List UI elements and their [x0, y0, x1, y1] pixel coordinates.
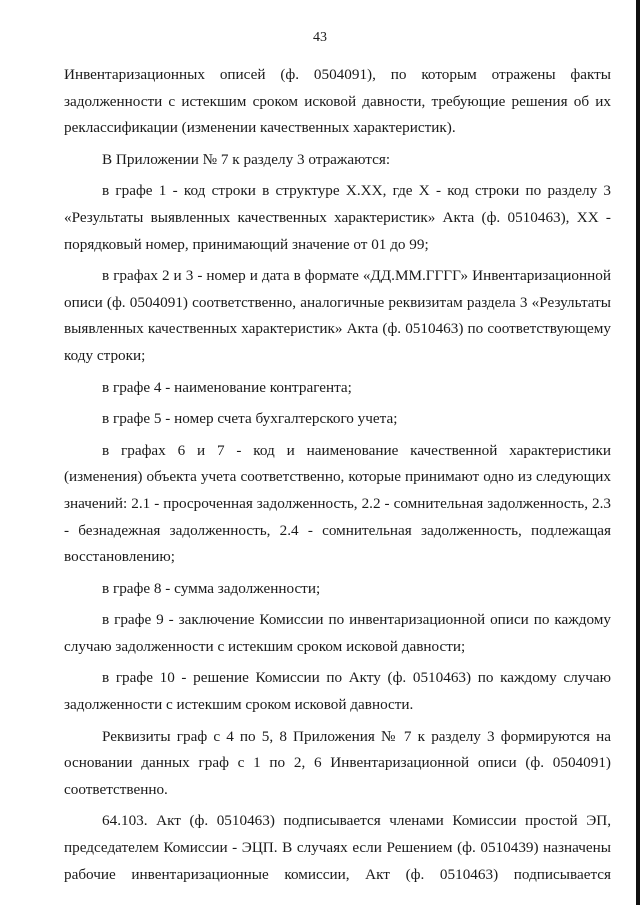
paragraph: 64.103. Акт (ф. 0510463) подписывается членами Комиссии простой ЭП, председателем Комиссии - ЭЦП. В случаях если Решением (ф. 0510439) назначены рабочие инвентаризационные комиссии, Акт (ф. 0510463) подписывается	[64, 812, 611, 883]
paragraph: в графах 6 и 7 - код и наименование качественной характеристики (изменения) объекта учета соответственно, которые принимают одно из следующих значений: 2.1 - просроченная задолженность, 2.2 - сомнительная задолженность, 2.3 - безнадежная задолженность, 2.4 - сомнительная задолженность, подлежащая восстановлению;	[64, 441, 611, 566]
paragraph: Реквизиты граф с 4 по 5, 8 Приложения № 7 к разделу 3 формируются на основании данных граф с 1 по 2, 6 Инвентаризационной описи (ф. 0504091) соответственно.	[64, 727, 611, 798]
paragraph: в графе 10 - решение Комиссии по Акту (ф. 0510463) по каждому случаю задолженности с истекшим сроком исковой давности.	[64, 669, 611, 714]
paragraph: в графе 4 - наименование контрагента;	[102, 378, 352, 396]
paragraph: в графе 8 - сумма задолженности;	[102, 579, 321, 597]
document-body	[64, 62, 611, 893]
page-number: 43	[313, 30, 327, 45]
paragraph: в графах 2 и 3 - номер и дата в формате «ДД.ММ.ГГГГ» Инвентаризационной описи (ф. 0504091) соответственно, аналогичные реквизитам раздела 3 «Результаты выявленных качественных характеристик» Акта (ф. 0510463) по соответствующему коду строки;	[64, 267, 611, 364]
scan-edge	[636, 0, 640, 905]
paragraph: в графе 5 - номер счета бухгалтерского учета;	[102, 410, 398, 428]
paragraph: в графе 1 - код строки в структуре X.XX, где X - код строки по разделу 3 «Результаты выявленных качественных характеристик» Акта (ф. 0510463), XX - порядковый номер, принимающий значение от 01 до 99;	[64, 182, 611, 253]
paragraph: Инвентаризационных описей (ф. 0504091), по которым отражены факты задолженности с истекшим сроком исковой давности, требующие решения об их реклассификации (изменении качественных характеристик).	[64, 66, 611, 137]
paragraph: в графе 9 - заключение Комиссии по инвентаризационной описи по каждому случаю задолженности с истекшим сроком исковой давности;	[64, 611, 611, 655]
paragraph: В Приложении № 7 к разделу 3 отражаются:	[102, 150, 391, 168]
